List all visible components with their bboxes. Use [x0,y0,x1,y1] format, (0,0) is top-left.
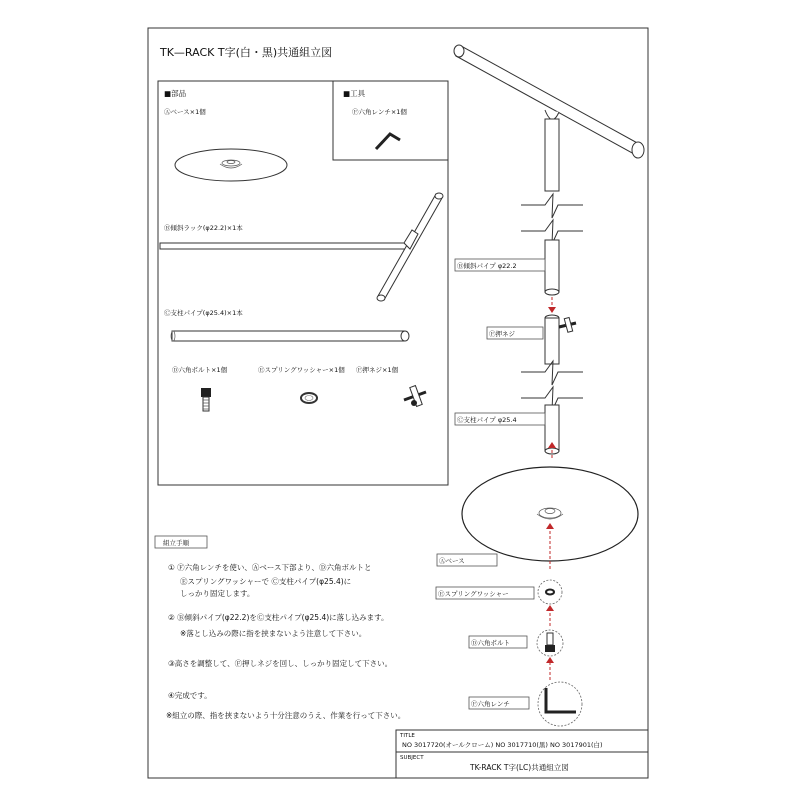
washer-drawing [301,393,317,403]
step-3-line-1: ③高さを調整して、Ⓕ押しネジを回し、しっかり固定して下さい。 [168,659,393,668]
svg-text:Ⓒ支柱パイプ φ25.4: Ⓒ支柱パイプ φ25.4 [457,416,517,424]
title-block-subject-label: SUBJECT [400,755,424,761]
svg-text:Ⓕ押ネジ: Ⓕ押ネジ [489,330,515,338]
callout-base [437,554,497,566]
steps-heading: 組立手順 [163,539,189,547]
assembly-caution-note: ※組立の際、指を挟まないよう十分注意のうえ、作業を行って下さい。 [166,711,406,720]
screw-drawing [404,386,426,407]
step-1-line-2: Ⓔスプリングワッシャーで Ⓒ支柱パイプ(φ25.4)に [180,577,352,586]
title-block-subject-value: TK-RACK T字(LC)共通組立図 [470,763,569,772]
part-rack-drawing [160,193,443,301]
step-2-line-2: ※落とし込みの際に指を挟まないよう注意して下さい。 [180,629,367,638]
parts-heading: ■部品 [164,89,187,98]
callout-wrench [469,697,529,709]
part-label-pole: Ⓒ支柱パイプ(φ25.4)×1本 [164,309,243,317]
part-base-drawing [175,149,287,181]
hex-wrench-icon [376,134,400,149]
callout-rack-pipe [455,259,545,271]
callout-washer [436,587,534,599]
tools-heading: ■工具 [343,89,366,98]
step-4-line-1: ④完成です。 [168,691,212,700]
svg-text:Ⓔスプリングワッシャー: Ⓔスプリングワッシャー [438,590,509,598]
part-pole-drawing [171,331,409,341]
title-block-title-value: NO 3017720(オールクローム) NO 3017710(黒) NO 3017901(白) [402,741,603,749]
tools-panel [333,81,448,160]
svg-text:Ⓓ六角ボルト: Ⓓ六角ボルト [471,639,510,647]
part-label-bolt: Ⓓ六角ボルト×1個 [172,366,228,374]
svg-text:Ⓑ傾斜パイプ φ22.2: Ⓑ傾斜パイプ φ22.2 [457,262,517,270]
title-block [396,730,648,778]
step-1-line-3: しっかり固定します。 [180,589,255,598]
part-label-rack: Ⓑ傾斜ラック(φ22.2)×1本 [164,224,243,232]
part-label-washer: Ⓔスプリングワッシャー×1個 [258,366,345,374]
part-label-base: Ⓐベース×1個 [164,108,206,116]
title-block-title-label: TITLE [400,733,415,739]
svg-text:Ⓐベース: Ⓐベース [439,557,465,565]
part-label-screw: Ⓕ押ネジ×1個 [356,366,399,374]
tool-label-wrench: Ⓕ六角レンチ×1個 [352,108,407,116]
exploded-view [454,45,644,726]
callout-bolt [469,636,527,648]
step-1-line-1: ① Ⓕ六角レンチを使い、Ⓐベース下部より、Ⓓ六角ボルトと [168,563,372,572]
bolt-drawing [201,388,211,411]
parts-panel [158,81,448,485]
callout-push-screw [487,327,543,339]
assembly-steps [155,536,405,720]
svg-text:Ⓕ六角レンチ: Ⓕ六角レンチ [471,700,510,708]
callout-pole-pipe [455,413,545,425]
sheet-title: TK—RACK T字(白・黒)共通組立図 [160,46,333,59]
step-2-line-1: ② Ⓑ傾斜パイプ(φ22.2)をⒸ支柱パイプ(φ25.4)に落し込みます。 [168,613,389,622]
